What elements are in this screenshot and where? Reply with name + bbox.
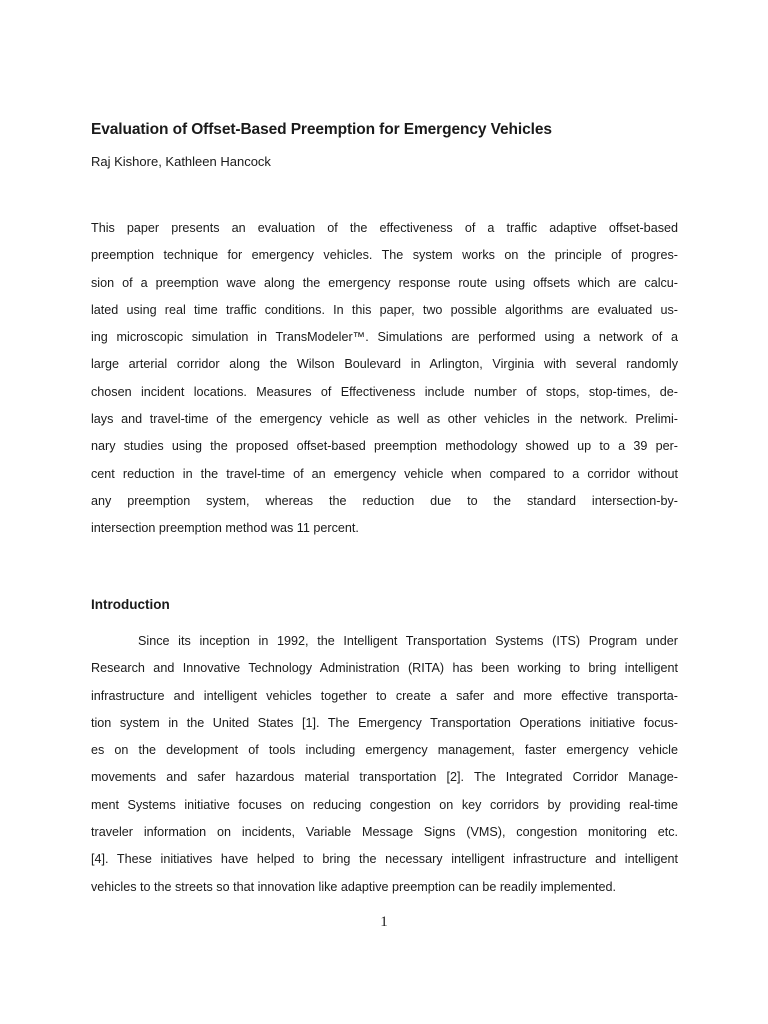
- abstract-line: This paper presents an evaluation of the effectiveness of a traffic adaptive offset-based: [91, 221, 678, 235]
- page-number: 1: [380, 914, 388, 930]
- introduction-line: Since its inception in 1992, the Intelligent Transportation Systems (ITS) Program under: [138, 634, 678, 648]
- abstract-line: cent reduction in the travel-time of an emergency vehicle when compared to a corridor without: [91, 466, 678, 481]
- abstract-paragraph: [91, 220, 678, 548]
- introduction-line: movements and safer hazardous material transportation [2]. The Integrated Corridor Manage-: [91, 770, 678, 785]
- introduction-line: Research and Innovative Technology Administration (RITA) has been working to bring intelligent: [91, 661, 678, 676]
- introduction-line: vehicles to the streets so that innovation like adaptive preemption can be readily implemented.: [91, 879, 617, 894]
- introduction-heading: Introduction: [91, 597, 170, 612]
- introduction-line: [4]. These initiatives have helped to bring the necessary intelligent infrastructure and intelligent: [91, 852, 678, 867]
- abstract-line: lays and travel-time of the emergency vehicle as well as other vehicles in the network. Prelimi-: [91, 412, 678, 427]
- abstract-line: large arterial corridor along the Wilson Boulevard in Arlington, Virginia with several randomly: [91, 357, 678, 372]
- abstract-line: lated using real time traffic conditions. In this paper, two possible algorithms are evaluated us-: [91, 302, 678, 317]
- abstract-line: sion of a preemption wave along the emergency response route using offsets which are calcu-: [91, 275, 678, 290]
- abstract-line: ing microscopic simulation in TransModeler™. Simulations are performed using a network of a: [91, 330, 678, 345]
- introduction-line: tion system in the United States [1]. The Emergency Transportation Operations initiative focus-: [91, 715, 678, 730]
- introduction-line: traveler information on incidents, Variable Message Signs (VMS), congestion monitoring etc.: [91, 825, 678, 840]
- introduction-line: ment Systems initiative focuses on reducing congestion on key corridors by providing real-time: [91, 797, 678, 812]
- abstract-line: any preemption system, whereas the reduction due to the standard intersection-by-: [91, 493, 678, 508]
- abstract-line: chosen incident locations. Measures of Effectiveness include number of stops, stop-times, de-: [91, 384, 678, 399]
- introduction-line: infrastructure and intelligent vehicles together to create a safer and more effective transporta-: [91, 688, 678, 703]
- abstract-line: intersection preemption method was 11 percent.: [91, 521, 359, 536]
- paper-authors: Raj Kishore, Kathleen Hancock: [91, 154, 271, 169]
- introduction-paragraph: [91, 633, 678, 906]
- abstract-line: preemption technique for emergency vehicles. The system works on the principle of progres-: [91, 248, 678, 263]
- abstract-line: nary studies using the proposed offset-based preemption methodology showed up to a 39 per-: [91, 439, 678, 454]
- introduction-line: es on the development of tools including emergency management, faster emergency vehicle: [91, 743, 678, 758]
- paper-title: Evaluation of Offset-Based Preemption for Emergency Vehicles: [91, 121, 552, 138]
